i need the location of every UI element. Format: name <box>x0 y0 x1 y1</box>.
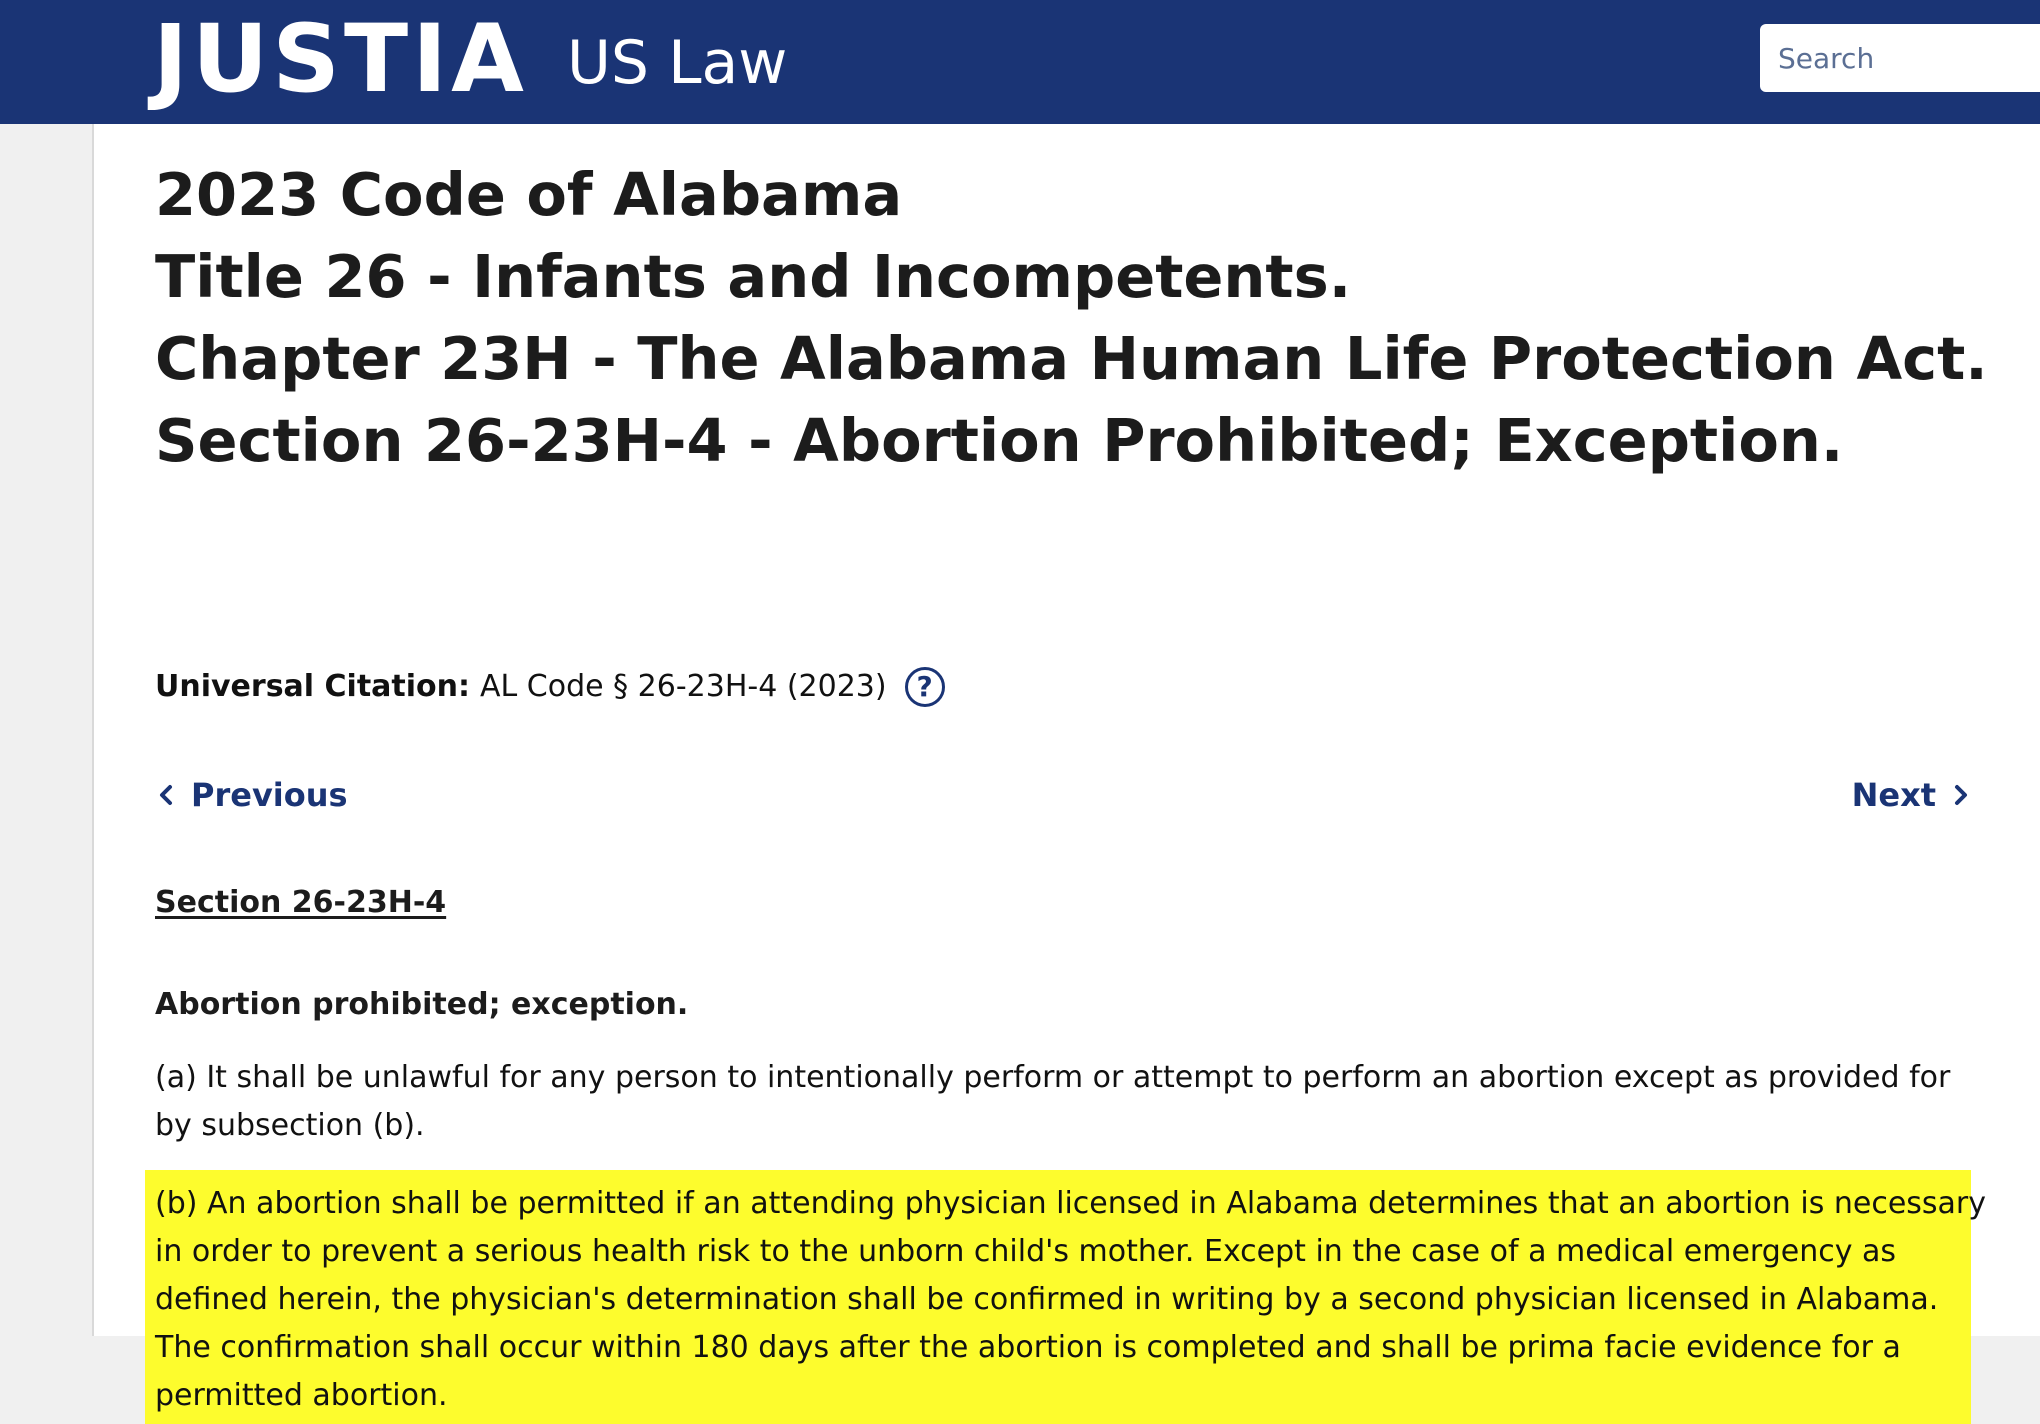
paragraph-b-line: The confirmation shall occur within 180 days after the abortion is completed and shall be prima facie evidence for a <box>155 1330 1901 1365</box>
search-input[interactable] <box>1760 24 2040 92</box>
paragraph-b-line: (b) An abortion shall be permitted if an attending physician licensed in Alabama determines that an abortion is necessary <box>155 1186 1987 1221</box>
paragraph-a-line: (a) It shall be unlawful for any person to intentionally perform or attempt to perform an abortion except as provided for <box>155 1060 1951 1095</box>
citation-label: Universal Citation: <box>155 669 470 704</box>
section-link[interactable]: Section 26-23H-4 <box>155 885 447 920</box>
previous-label[interactable]: Previous <box>191 776 348 814</box>
main-content <box>92 124 2040 1413</box>
paragraph-a <box>155 1054 2035 1150</box>
next-label[interactable]: Next <box>1851 776 1936 814</box>
universal-citation <box>155 662 945 712</box>
chevron-right-icon <box>1950 784 1972 806</box>
paragraph-b-line: in order to prevent a serious health risk to the unborn child's mother. Except in the case of a medical emergency as <box>155 1234 1897 1269</box>
title-code: 2023 Code of Alabama <box>155 160 903 229</box>
title-chapter: Chapter 23H - The Alabama Human Life Protection Act. <box>155 324 1988 393</box>
title-title: Title 26 - Infants and Incompetents. <box>155 242 1352 311</box>
paragraph-b-line: permitted abortion. <box>155 1378 448 1413</box>
justia-logo[interactable]: JUSTIA <box>153 5 528 114</box>
highlighted-paragraph <box>145 1170 1987 1424</box>
paragraph-b-line: defined herein, the physician's determination shall be confirmed in writing by a second physician licensed in Alabama. <box>155 1282 1939 1317</box>
site-header <box>0 0 2040 124</box>
paragraph-b <box>155 1180 1987 1420</box>
next-link[interactable] <box>1852 770 1972 820</box>
chevron-left-icon <box>155 784 177 806</box>
previous-link[interactable] <box>155 770 348 820</box>
section-heading: Abortion prohibited; exception. <box>155 987 689 1022</box>
paragraph-a-line: by subsection (b). <box>155 1108 425 1143</box>
page-title <box>155 154 2015 482</box>
help-icon[interactable]: ? <box>905 667 945 707</box>
us-law-label[interactable]: US Law <box>567 28 788 98</box>
citation-value: AL Code § 26-23H-4 (2023) <box>480 669 887 704</box>
title-section: Section 26-23H-4 - Abortion Prohibited; Exception. <box>155 406 1844 475</box>
